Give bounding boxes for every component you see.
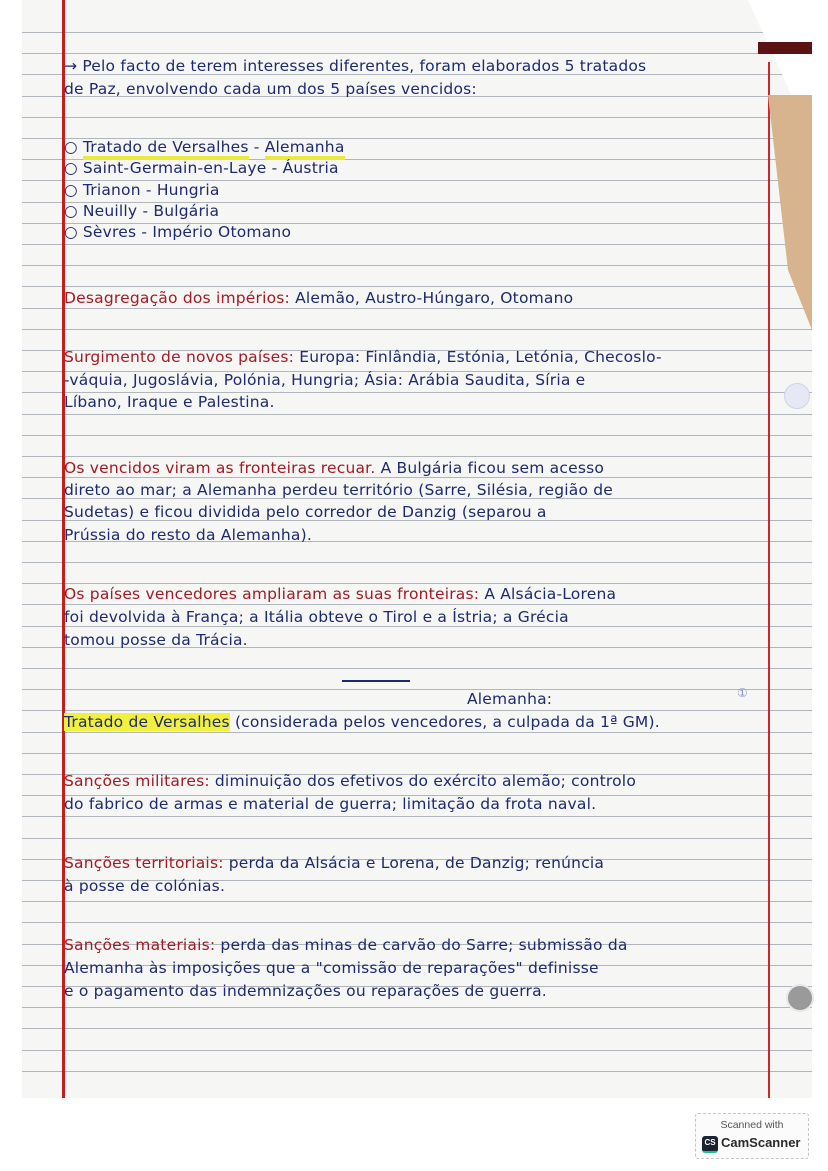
camscanner-logo-icon: CS (702, 1136, 718, 1153)
treaty-item: ○ Trianon - Hungria (64, 181, 220, 199)
bullet-icon: ○ (64, 202, 83, 220)
vencidos-line-1: Os vencidos viram as fronteiras recuar. A Bulgária ficou sem acesso (64, 459, 605, 477)
bullet-icon: ○ (64, 181, 83, 199)
vencidos-line-4: Prússia do resto da Alemanha). (64, 526, 312, 544)
vencidos-line-2: direto ao mar; a Alemanha perdeu território (Sarre, Silésia, região de (64, 481, 614, 499)
treaty-item: ○ Saint-Germain-en-Laye - Áustria (64, 159, 339, 177)
watermark-caption: Scanned with (720, 1119, 784, 1131)
watermark-brand: CamScanner (721, 1135, 801, 1150)
punch-hole (786, 984, 814, 1012)
treaty-item: ○ Tratado de Versalhes - Alemanha (64, 137, 345, 157)
desagregacao-paragraph: Desagregação dos impérios: Alemão, Austro-Húngaro, Otomano (64, 289, 574, 307)
alemanha-title: Alemanha: (467, 690, 553, 708)
page-corner-fold-icon (748, 0, 812, 330)
vencidos-line-3: Sudetas) e ficou dividida pelo corredor de Danzig (separou a (64, 503, 547, 521)
bullet-icon: ○ (64, 223, 83, 241)
treaty-item: ○ Sèvres - Império Otomano (64, 223, 292, 241)
bullet-icon: ○ (64, 138, 83, 156)
militares-line-1: Sanções militares: diminuição dos efetivos do exército alemão; controlo (64, 772, 636, 790)
punch-hole (784, 383, 810, 409)
camscanner-watermark (695, 1113, 809, 1159)
notebook-page (22, 0, 812, 1098)
surgimento-line-2: -váquia, Jugoslávia, Polónia, Hungria; Ásia: Arábia Saudita, Síria e (64, 371, 586, 389)
materiais-line-1: Sanções materiais: perda das minas de carvão do Sarre; submissão da (64, 936, 628, 954)
surgimento-line-3: Líbano, Iraque e Palestina. (64, 393, 275, 411)
vencedores-line-2: foi devolvida à França; a Itália obteve o Tirol e a Ístria; a Grécia (64, 608, 569, 626)
vencedores-line-1: Os países vencedores ampliaram as suas fronteiras: A Alsácia-Lorena (64, 585, 617, 603)
surgimento-line-1: Surgimento de novos países: Europa: Finlândia, Estónia, Letónia, Checoslo- (64, 348, 662, 366)
intro-line-2: de Paz, envolvendo cada um dos 5 países vencidos: (64, 80, 477, 98)
alemanha-treaty-line: Tratado de Versalhes (considerada pelos vencedores, a culpada da 1ª GM). (64, 713, 660, 731)
section-divider (342, 680, 410, 682)
intro-line-1: → Pelo facto de terem interesses diferentes, foram elaborados 5 tratados (64, 57, 647, 75)
page-marker: ① (737, 686, 748, 700)
vencedores-line-3: tomou posse da Trácia. (64, 631, 248, 649)
territoriais-line-1: Sanções territoriais: perda da Alsácia e Lorena, de Danzig; renúncia (64, 854, 605, 872)
militares-line-2: do fabrico de armas e material de guerra; limitação da frota naval. (64, 795, 597, 813)
territoriais-line-2: à posse de colónias. (64, 877, 226, 895)
bullet-icon: ○ (64, 159, 83, 177)
treaty-item: ○ Neuilly - Bulgária (64, 202, 220, 220)
materiais-line-2: Alemanha às imposições que a "comissão de reparações" definisse (64, 959, 599, 977)
materiais-line-3: e o pagamento das indemnizações ou reparações de guerra. (64, 982, 547, 1000)
